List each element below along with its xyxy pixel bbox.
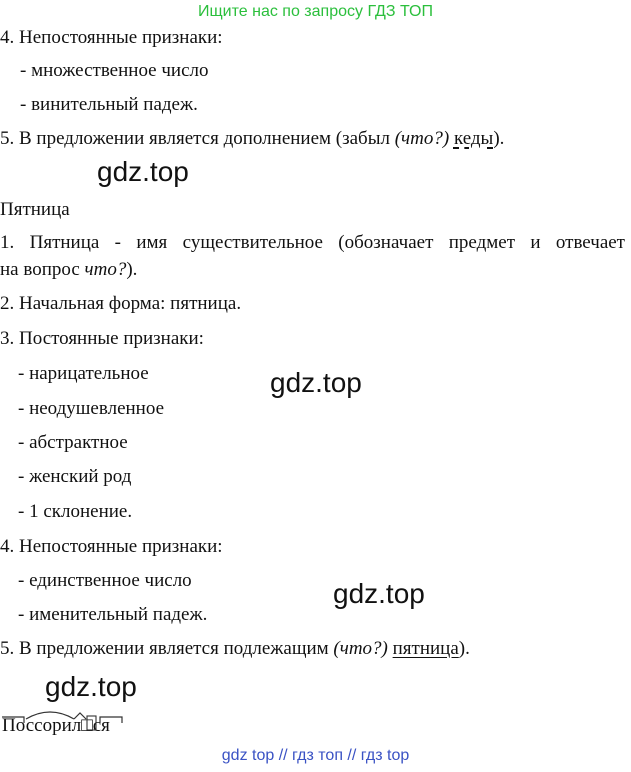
syntax-role-text: 5. В предложении является дополнением (забыл (0, 128, 395, 149)
closing-punct: ). (126, 259, 138, 280)
part-of-speech-line-2 (0, 258, 137, 282)
question-word: что? (84, 259, 127, 280)
watermark: gdz.top (97, 156, 189, 187)
feature-abstract: - абстрактное (18, 432, 128, 453)
feature-declension: - 1 склонение. (18, 501, 133, 522)
object-word: кеды (453, 128, 494, 149)
question-word: (что?) (333, 638, 388, 659)
feature-number: - множественное число (20, 60, 209, 81)
feature-case: - винительный падеж. (20, 94, 198, 115)
syntax-role-text: 5. В предложении является подлежащим (0, 638, 334, 659)
non-constant-features-heading: 4. Непостоянные признаки: (0, 536, 223, 557)
watermark: gdz.top (45, 671, 137, 702)
feature-case: - именительный падеж. (18, 604, 208, 625)
closing-punct: ). (493, 128, 505, 149)
question-prefix: на вопрос (0, 259, 85, 280)
watermark: gdz.top (333, 578, 425, 609)
morpheme-postfix: ся (92, 715, 110, 736)
morpheme-root: ссори (25, 715, 72, 736)
feature-common: - нарицательное (18, 363, 149, 384)
morpheme-marks (0, 705, 130, 739)
prefix-mark (2, 717, 24, 723)
watermark: gdz.top (270, 367, 362, 398)
question-word: (что?) (394, 128, 450, 149)
feature-gender: - женский род (18, 466, 132, 487)
syntax-role-line (0, 637, 470, 661)
suffix-mark (74, 713, 86, 719)
morpheme-ending: □ (81, 715, 93, 736)
constant-features-heading: 3. Постоянные признаки: (0, 328, 204, 349)
subject-word: пятница (392, 638, 459, 659)
closing-punct: ). (458, 638, 470, 659)
postfix-mark (100, 717, 122, 723)
word-title: Пятница (0, 199, 70, 220)
feature-number: - единственное число (18, 570, 192, 591)
part-of-speech-line: 1. Пятница - имя существительное (обозначает предмет и отвечает (0, 232, 625, 253)
root-arc (26, 712, 74, 719)
morpheme-suffix: л (71, 715, 82, 736)
morpheme-prefix: По (2, 715, 26, 736)
initial-form: 2. Начальная форма: пятница. (0, 293, 242, 314)
non-constant-features-heading: 4. Непостоянные признаки: (0, 27, 223, 48)
promo-banner-top: Ищите нас по запросу ГДЗ ТОП (198, 3, 433, 20)
feature-inanimate: - неодушевленное (18, 398, 164, 419)
syntax-role-line (0, 127, 504, 151)
promo-banner-bottom: gdz top // гдз топ // гдз top (221, 747, 410, 764)
ending-box (87, 716, 96, 730)
